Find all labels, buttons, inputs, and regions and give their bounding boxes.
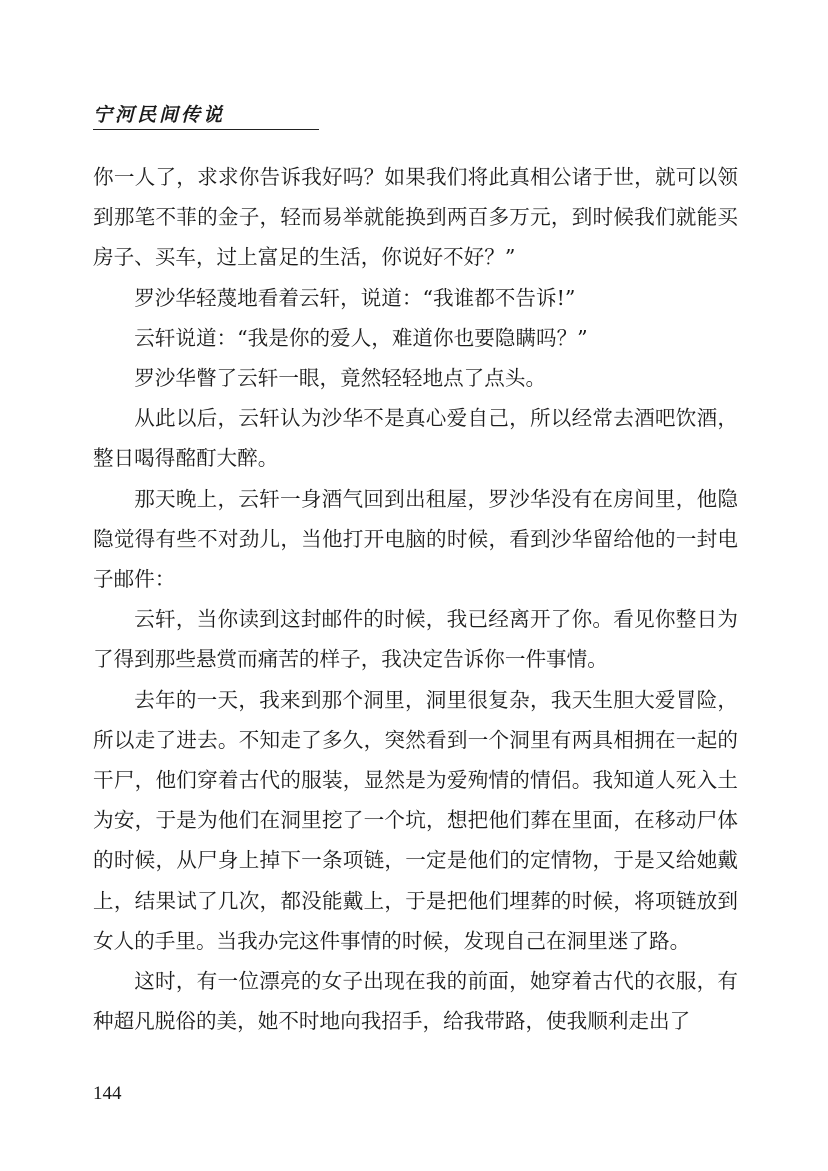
paragraph: 罗沙华瞥了云轩一眼，竟然轻轻地点了点头。 [134, 366, 547, 391]
body-text [93, 157, 738, 1041]
paragraph: 那天晚上，云轩一身酒气回到出租屋，罗沙华没有在房间里，他隐隐觉得有些不对劲儿，当他打开电脑的时候，看到沙华留给他的一封电子邮件： [93, 486, 738, 592]
paragraph: 罗沙华轻蔑地看着云轩，说道：“我谁都不告诉!” [134, 285, 576, 310]
running-title: 宁河民间传说 [93, 104, 226, 126]
running-header [93, 103, 319, 130]
paragraph: 云轩，当你读到这封邮件的时候，我已经离开了你。看见你整日为了得到那些悬赏而痛苦的样子，我决定告诉你一件事情。 [93, 607, 738, 672]
paragraph: 这时，有一位漂亮的女子出现在我的前面，她穿着古代的衣服，有种超凡脱俗的美，她不时地向我招手，给我带路，使我顺利走出了 [93, 969, 738, 1034]
paragraph: 去年的一天，我来到那个洞里，洞里很复杂，我天生胆大爱冒险，所以走了进去。不知走了多久，突然看到一个洞里有两具相拥在一起的干尸，他们穿着古代的服装，显然是为爱殉情的情侣。我知道人死入土为安，于是为他们在洞里挖了一个坑，想把他们葬在里面，在移动尸体的时候，从尸身上掉下一条项链，一定是他们的定情物，于是又给她戴上，结果试了几次，都没能戴上，于是把他们埋葬的时候，将项链放到女人的手里。当我办完这件事情的时候，发现自己在洞里迷了路。 [93, 687, 738, 953]
paragraph: 你一人了，求求你告诉我好吗？如果我们将此真相公诸于世，就可以领到那笔不菲的金子，轻而易举就能换到两百多万元，到时候我们就能买房子、买车，过上富足的生活，你说好不好？” [93, 165, 738, 270]
paragraph: 从此以后，云轩认为沙华不是真心爱自己，所以经常去酒吧饮酒，整日喝得酩酊大醉。 [93, 406, 738, 471]
page-number: 144 [93, 1083, 122, 1104]
paragraph: 云轩说道：“我是你的爱人，难道你也要隐瞒吗？” [134, 325, 588, 350]
